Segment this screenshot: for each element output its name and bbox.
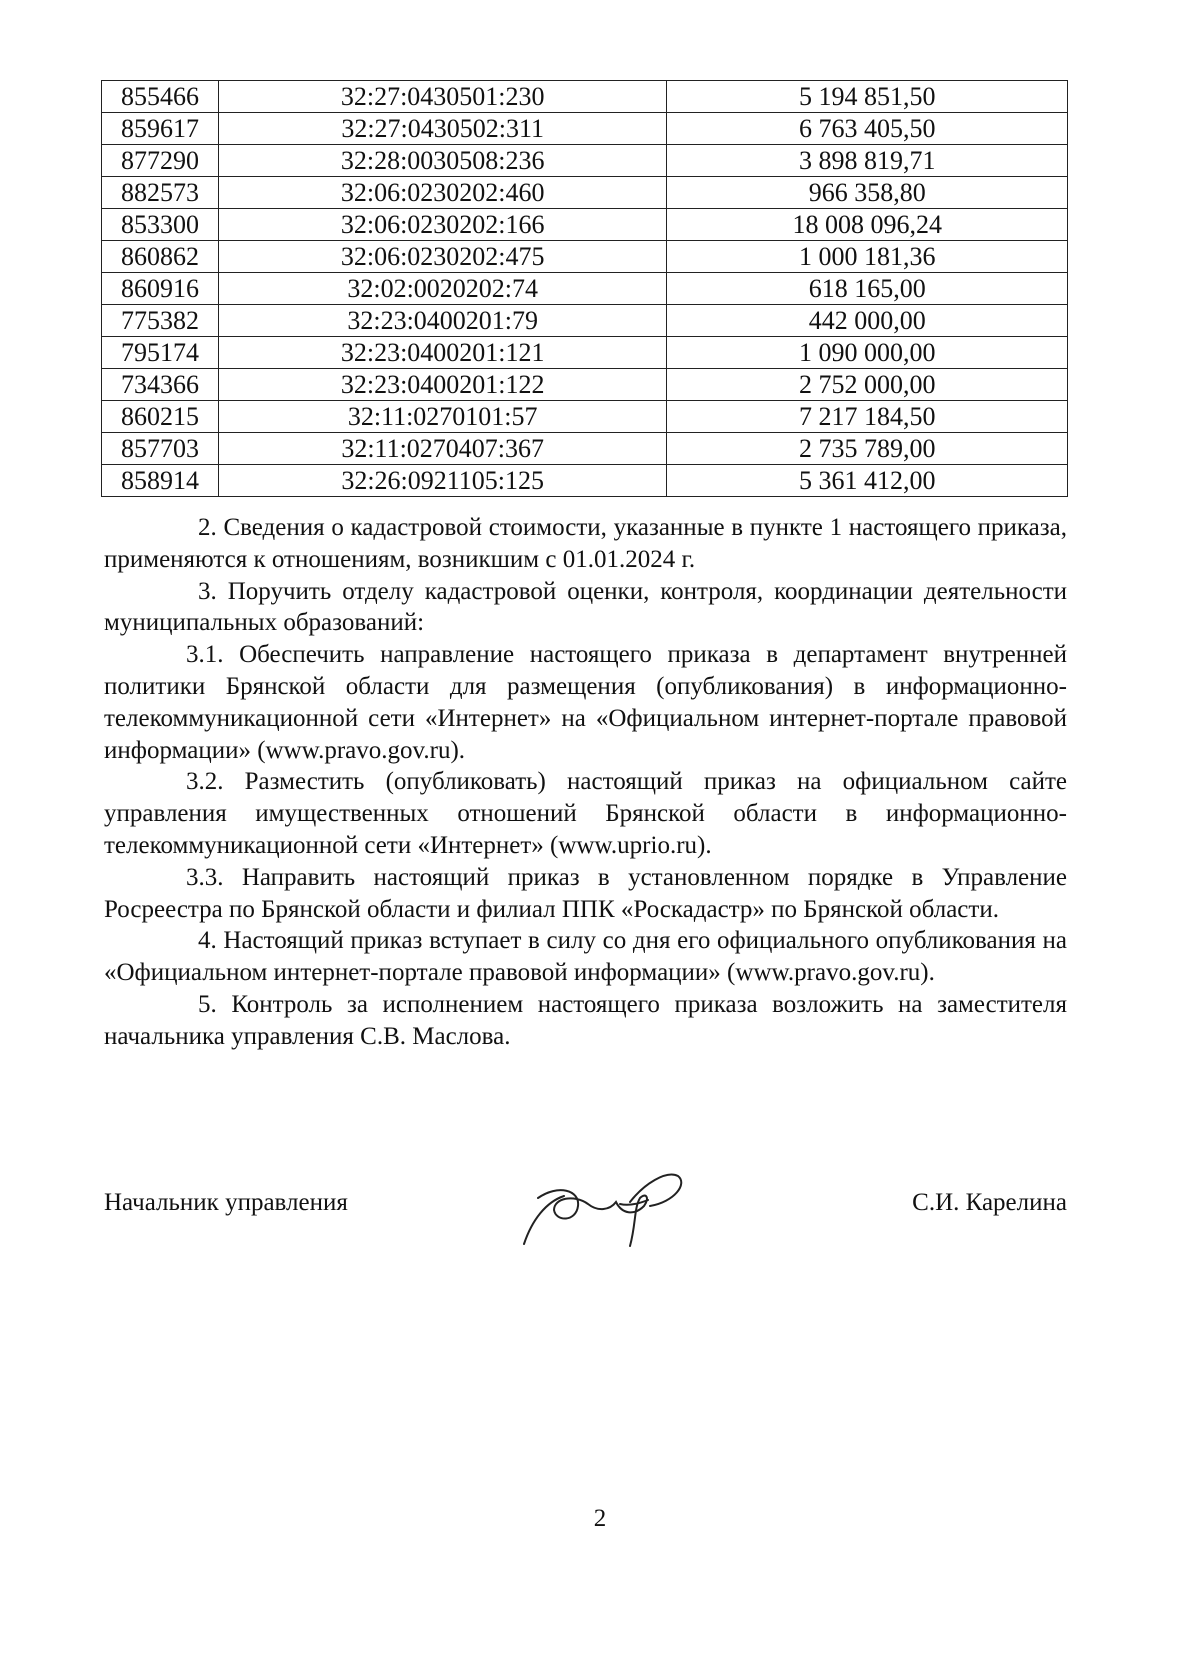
cadastral-value-cell: 7 217 184,50 (667, 401, 1068, 433)
table-row (102, 113, 1068, 145)
handwritten-signature (518, 1162, 693, 1262)
table-row (102, 337, 1068, 369)
object-number-cell: 855466 (102, 81, 219, 113)
object-number-cell: 882573 (102, 177, 219, 209)
cadastral-value-cell: 2 735 789,00 (667, 433, 1068, 465)
table-row (102, 401, 1068, 433)
object-number-cell: 734366 (102, 369, 219, 401)
table-row (102, 209, 1068, 241)
paragraph-3-1: 3.1. Обеспечить направление настоящего приказа в департамент внутренней политики Брянской области для размещения (опубликования) в информационно-телекоммуникационной сети «Интернет» на «Официальном интернет-портале правовой информации» (www.pravo.gov.ru). (104, 641, 1067, 764)
cadastral-number-cell: 32:11:0270101:57 (218, 401, 667, 433)
object-number-cell: 860916 (102, 273, 219, 305)
object-number-cell: 795174 (102, 337, 219, 369)
cadastral-value-cell: 1 090 000,00 (667, 337, 1068, 369)
signatory-position: Начальник управления (104, 1189, 348, 1216)
cadastral-value-cell: 6 763 405,50 (667, 113, 1068, 145)
table-row (102, 241, 1068, 273)
paragraph-3: 3. Поручить отделу кадастровой оценки, контроля, координации деятельности муниципальных образований: (104, 577, 1067, 637)
cadastral-value-cell: 618 165,00 (667, 273, 1068, 305)
cadastral-value-cell: 966 358,80 (667, 177, 1068, 209)
cadastral-value-cell: 5 361 412,00 (667, 465, 1068, 497)
paragraph-4: 4. Настоящий приказ вступает в силу со дня его официального опубликования на «Официальном интернет-портале правовой информации» (www.pravo.gov.ru). (104, 927, 1067, 987)
table-row (102, 369, 1068, 401)
page-number: 2 (593, 1505, 607, 1532)
signatory-name: С.И. Карелина (912, 1189, 1067, 1216)
cadastral-value-cell: 18 008 096,24 (667, 209, 1068, 241)
cadastral-number-cell: 32:23:0400201:122 (218, 369, 667, 401)
cadastral-number-cell: 32:06:0230202:460 (218, 177, 667, 209)
cadastral-number-cell: 32:27:0430501:230 (218, 81, 667, 113)
paragraph-2: 2. Сведения о кадастровой стоимости, указанные в пункте 1 настоящего приказа, применяются к отношениям, возникшим с 01.01.2024 г. (104, 514, 1067, 573)
table-row (102, 81, 1068, 113)
object-number-cell: 853300 (102, 209, 219, 241)
object-number-cell: 877290 (102, 145, 219, 177)
table-row (102, 465, 1068, 497)
table-row (102, 145, 1068, 177)
table-body (102, 81, 1068, 497)
order-text (104, 512, 1067, 1053)
cadastral-number-cell: 32:23:0400201:121 (218, 337, 667, 369)
object-number-cell: 860215 (102, 401, 219, 433)
cadastral-value-cell: 3 898 819,71 (667, 145, 1068, 177)
cadastral-number-cell: 32:26:0921105:125 (218, 465, 667, 497)
object-number-cell: 860862 (102, 241, 219, 273)
cadastral-number-cell: 32:11:0270407:367 (218, 433, 667, 465)
cadastral-value-table (101, 80, 1068, 497)
table-row (102, 305, 1068, 337)
object-number-cell: 859617 (102, 113, 219, 145)
table-row (102, 177, 1068, 209)
cadastral-value-cell: 2 752 000,00 (667, 369, 1068, 401)
paragraph-3-3: 3.3. Направить настоящий приказ в установленном порядке в Управление Росреестра по Брянской области и филиал ППК «Роскадастр» по Брянской области. (104, 863, 1067, 923)
table-row (102, 433, 1068, 465)
object-number-cell: 775382 (102, 305, 219, 337)
cadastral-number-cell: 32:06:0230202:166 (218, 209, 667, 241)
paragraph-5: 5. Контроль за исполнением настоящего приказа возложить на заместителя начальника управления С.В. Маслова. (104, 990, 1067, 1050)
object-number-cell: 857703 (102, 433, 219, 465)
cadastral-number-cell: 32:28:0030508:236 (218, 145, 667, 177)
table-row (102, 273, 1068, 305)
cadastral-value-cell: 5 194 851,50 (667, 81, 1068, 113)
cadastral-value-cell: 442 000,00 (667, 305, 1068, 337)
cadastral-number-cell: 32:27:0430502:311 (218, 113, 667, 145)
cadastral-number-cell: 32:02:0020202:74 (218, 273, 667, 305)
object-number-cell: 858914 (102, 465, 219, 497)
cadastral-number-cell: 32:06:0230202:475 (218, 241, 667, 273)
cadastral-value-cell: 1 000 181,36 (667, 241, 1068, 273)
cadastral-number-cell: 32:23:0400201:79 (218, 305, 667, 337)
paragraph-3-2: 3.2. Разместить (опубликовать) настоящий приказ на официальном сайте управления имущественных отношений Брянской области в информационно-телекоммуникационной сети «Интернет» (www.uprio.ru). (104, 768, 1067, 859)
